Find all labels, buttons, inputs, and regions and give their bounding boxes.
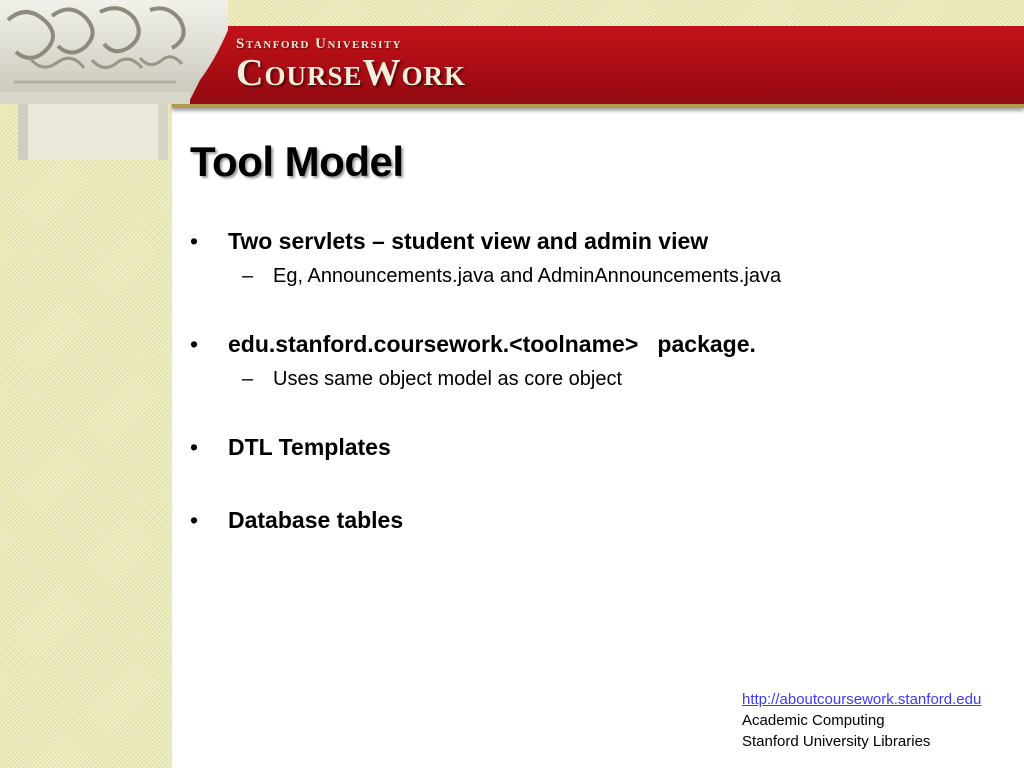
- coursework-logo: [236, 36, 466, 95]
- sub-bullet-text: Eg, Announcements.java and AdminAnnouncements.java: [273, 265, 782, 287]
- bullet-text: Database tables: [228, 507, 404, 533]
- bullet-text: edu.stanford.coursework.<toolname> package.: [228, 331, 756, 357]
- bullet-symbol: •: [190, 507, 199, 533]
- bullet-symbol: •: [190, 228, 199, 254]
- bullet-text: Two servlets – student view and admin view: [228, 228, 709, 254]
- logo-university: Stanford University: [236, 36, 403, 52]
- bullet-item: [190, 507, 404, 615]
- bullet-symbol: •: [190, 434, 199, 460]
- slide-title: Tool Model: [190, 138, 404, 185]
- footer-org: Stanford University Libraries: [742, 733, 931, 750]
- about-link[interactable]: http://aboutcoursework.stanford.edu: [742, 691, 982, 708]
- sub-bullet-symbol: –: [242, 265, 254, 287]
- bullet-text: DTL Templates: [228, 434, 391, 460]
- bullet-symbol: •: [190, 331, 199, 357]
- sub-bullet-symbol: –: [242, 368, 254, 390]
- column-capital-icon: [0, 0, 228, 160]
- banner-rule: [172, 104, 1024, 108]
- footer-info: [742, 689, 981, 752]
- footer-dept: Academic Computing: [742, 712, 885, 729]
- logo-product: CourseWork: [236, 52, 466, 94]
- sub-bullet-text: Uses same object model as core object: [273, 368, 623, 390]
